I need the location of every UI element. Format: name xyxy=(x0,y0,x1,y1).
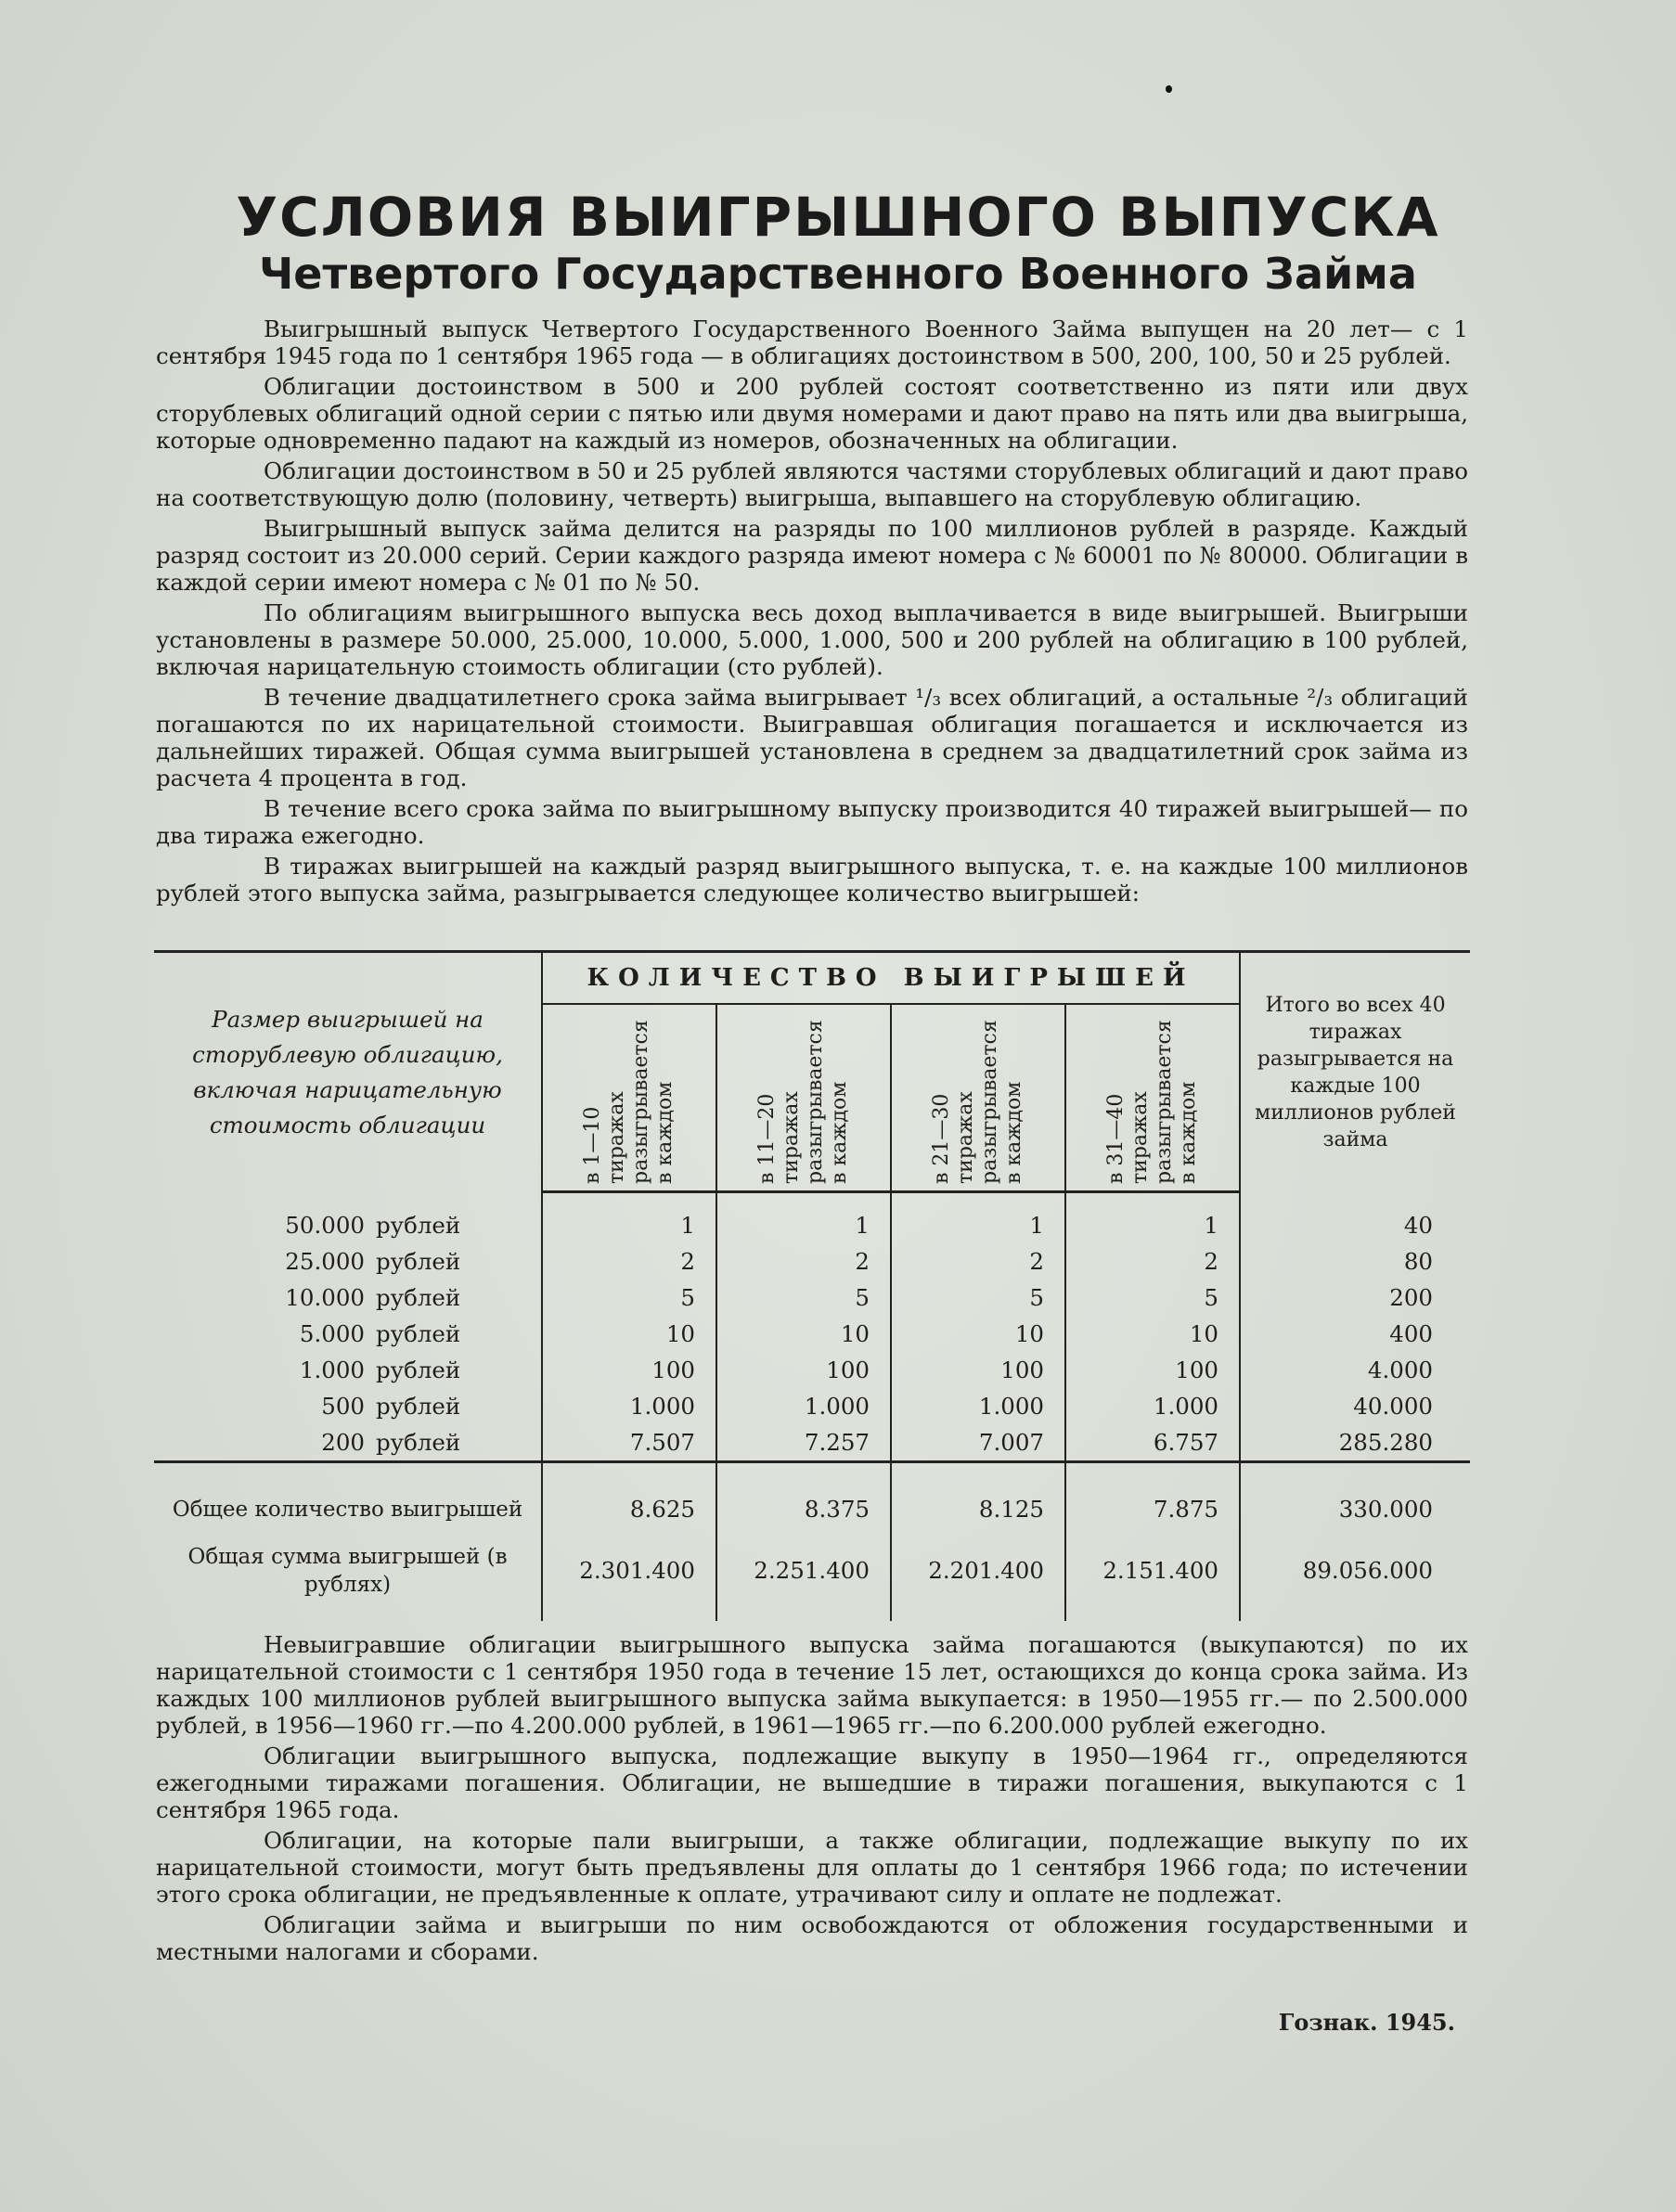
prize-count: 6.757 xyxy=(1065,1424,1240,1462)
title-line-2: Четвертого Государственного Военного Займа xyxy=(259,249,1417,299)
prize-count: 5 xyxy=(1065,1280,1240,1316)
prize-count: 5 xyxy=(542,1280,716,1316)
prize-count: 1 xyxy=(542,1192,716,1243)
prize-table xyxy=(154,950,1470,1621)
printer-imprint: Гознак. 1945. xyxy=(1278,2009,1455,2036)
summary-value: 2.301.400 xyxy=(542,1530,716,1621)
prize-count: 1 xyxy=(716,1192,891,1243)
intro-paragraph: Облигации достоинством в 500 и 200 рублей состоят соответственно из пяти или двух сторублевых облигаций одной серии с пятью или двумя номерами и дают право на пять или два выигрыша, которые одновременно падают на каждый из номеров, обозначенных на облигации. xyxy=(156,373,1468,454)
prize-total: 400 xyxy=(1240,1316,1470,1352)
intro-paragraph: В течение всего срока займа по выигрышному выпуску производится 40 тиражей выигрышей— по два тиража ежегодно. xyxy=(156,795,1468,849)
prize-count: 1 xyxy=(891,1192,1065,1243)
prize-count: 10 xyxy=(1065,1316,1240,1352)
table-row xyxy=(154,1388,1470,1424)
period-header-3: в 21—30 тиражах разыгрывается в каждом xyxy=(891,1004,1065,1192)
summary-value: 2.151.400 xyxy=(1065,1530,1240,1621)
prize-count: 2 xyxy=(542,1243,716,1280)
prize-count: 7.257 xyxy=(716,1424,891,1462)
prize-count: 1 xyxy=(1065,1192,1240,1243)
prize-total: 200 xyxy=(1240,1280,1470,1316)
prize-count: 7.507 xyxy=(542,1424,716,1462)
outro-paragraph: Облигации, на которые пали выигрыши, а также облигации, подлежащие выкупу по их нарицательной стоимости, могут быть предъявлены для оплаты до 1 сентября 1966 года; по истечении этого срока облигации, не предъявленные к оплате, утрачивают силу и оплате не подлежат. xyxy=(156,1827,1468,1908)
summary-value: 8.625 xyxy=(542,1461,716,1530)
intro-text xyxy=(156,315,1468,910)
outro-paragraph: Облигации выигрышного выпуска, подлежащие выкупу в 1950—1964 гг., определяются ежегодными тиражами погашения. Облигации, не вышедшие в тиражи погашения, выкупаются с 1 сентября 1965 года. xyxy=(156,1743,1468,1823)
intro-paragraph: В течение двадцатилетнего срока займа выигрывает ¹/₃ всех облигаций, а остальные ²/₃ облигаций погашаются по их нарицательной стоимости. Выигравшая облигация погашается и исключается из дальнейших тиражей. Общая сумма выигрышей установлена в среднем за двадцатилетний срок займа из расчета 4 процента в год. xyxy=(156,684,1468,791)
prize-count: 7.007 xyxy=(891,1424,1065,1462)
summary-label: Общая сумма выигрышей (в рублях) xyxy=(187,1544,508,1597)
intro-paragraph: Выигрышный выпуск займа делится на разряды по 100 миллионов рублей в разряде. Каждый разряд состоит из 20.000 серий. Серии каждого разряда имеют номера с № 60001 по № 80000. Облигации в каждой серии имеют номера с № 01 по № 50. xyxy=(156,515,1468,596)
summary-value: 2.201.400 xyxy=(891,1530,1065,1621)
table-row xyxy=(154,1424,1470,1462)
summary-value: 8.125 xyxy=(891,1461,1065,1530)
prize-total: 40.000 xyxy=(1240,1388,1470,1424)
prize-count: 2 xyxy=(1065,1243,1240,1280)
prize-count: 1.000 xyxy=(542,1388,716,1424)
prize-count: 100 xyxy=(716,1352,891,1388)
intro-paragraph: Облигации достоинством в 50 и 25 рублей являются частями сторублевых облигаций и дают право на соответствующую долю (половину, четверть) выигрыша, выпавшего на сторублевую облигацию. xyxy=(156,457,1468,511)
ink-speck xyxy=(1166,85,1172,93)
prize-amount: 200 рублей xyxy=(154,1424,542,1462)
prize-count: 100 xyxy=(891,1352,1065,1388)
summary-value: 2.251.400 xyxy=(716,1530,891,1621)
outro-paragraph: Невыигравшие облигации выигрышного выпуска займа погашаются (выкупаются) по их нарицательной стоимости с 1 сентября 1950 года в течение 15 лет, остающихся до конца срока займа. Из каждых 100 миллионов рублей выигрышного выпуска займа выкупается: в 1950—1955 гг.— по 2.500.000 рублей, в 1956—1960 гг.—по 4.200.000 рублей, в 1961—1965 гг.—по 6.200.000 рублей ежегодно. xyxy=(156,1631,1468,1739)
summary-value: 8.375 xyxy=(716,1461,891,1530)
prize-count: 1.000 xyxy=(891,1388,1065,1424)
prize-total: 4.000 xyxy=(1240,1352,1470,1388)
prize-count: 1.000 xyxy=(716,1388,891,1424)
summary-value: 7.875 xyxy=(1065,1461,1240,1530)
table-row xyxy=(154,1352,1470,1388)
prize-total: 80 xyxy=(1240,1243,1470,1280)
prize-count: 2 xyxy=(716,1243,891,1280)
intro-paragraph: Выигрышный выпуск Четвертого Государственного Военного Займа выпущен на 20 лет— с 1 сентября 1945 года по 1 сентября 1965 года — в облигациях достоинством в 500, 200, 100, 50 и 25 рублей. xyxy=(156,315,1468,369)
prize-count: 2 xyxy=(891,1243,1065,1280)
prize-table-body xyxy=(154,1192,1470,1462)
prize-table-wrap xyxy=(154,950,1470,1626)
summary-total: 330.000 xyxy=(1240,1461,1470,1530)
outro-text xyxy=(156,1631,1468,1969)
total-column-header: Итого во всех 40 тиражах разыгрывается на каждые 100 миллионов рублей займа xyxy=(1240,952,1470,1192)
table-row xyxy=(154,1316,1470,1352)
prize-count: 100 xyxy=(542,1352,716,1388)
outro-paragraph: Облигации займа и выигрыши по ним освобождаются от обложения государственными и местными налогами и сборами. xyxy=(156,1911,1468,1965)
prize-total: 285.280 xyxy=(1240,1424,1470,1462)
prize-count: 100 xyxy=(1065,1352,1240,1388)
summary-row xyxy=(154,1530,1470,1621)
summary-total: 89.056.000 xyxy=(1240,1530,1470,1621)
prize-amount: 5.000 рублей xyxy=(299,1319,461,1347)
table-row xyxy=(154,1280,1470,1316)
summary-label: Общее количество выигрышей xyxy=(172,1497,523,1522)
size-column-header: Размер выигрышей на сторублевую облигацию, включая нарицательную стоимость облигации xyxy=(192,1005,503,1138)
table-row xyxy=(154,1192,1470,1243)
table-row xyxy=(154,1243,1470,1280)
period-header-1: в 1—10 тиражах разыгрывается в каждом xyxy=(542,1004,716,1192)
prize-count: 1.000 xyxy=(1065,1388,1240,1424)
summary-row xyxy=(154,1461,1470,1530)
prize-count: 10 xyxy=(542,1316,716,1352)
prize-count: 10 xyxy=(891,1316,1065,1352)
title-line-1: УСЛОВИЯ ВЫИГРЫШНОГО ВЫПУСКА xyxy=(236,186,1440,249)
period-header-4: в 31—40 тиражах разыгрывается в каждом xyxy=(1065,1004,1240,1192)
prize-amount: 25.000 рублей xyxy=(285,1247,461,1275)
prize-count: 5 xyxy=(716,1280,891,1316)
summary-table-body xyxy=(154,1461,1470,1621)
prize-count: 10 xyxy=(716,1316,891,1352)
prize-amount: 1.000 рублей xyxy=(299,1356,461,1383)
intro-paragraph: В тиражах выигрышей на каждый разряд выигрышного выпуска, т. е. на каждые 100 миллионов рублей этого выпуска займа, разыгрывается следующее количество выигрышей: xyxy=(156,853,1468,907)
prize-count: 5 xyxy=(891,1280,1065,1316)
prize-amount: 500 рублей xyxy=(321,1392,461,1420)
prize-total: 40 xyxy=(1240,1192,1470,1243)
intro-paragraph: По облигациям выигрышного выпуска весь доход выплачивается в виде выигрышей. Выигрыши установлены в размере 50.000, 25.000, 10.000, 5.000, 1.000, 500 и 200 рублей на облигацию в 100 рублей, включая нарицательную стоимость облигации (сто рублей). xyxy=(156,599,1468,680)
prize-amount: 10.000 рублей xyxy=(285,1283,461,1311)
prize-amount: 50.000 рублей xyxy=(285,1211,461,1239)
quantity-header: КОЛИЧЕСТВО ВЫИГРЫШЕЙ xyxy=(542,952,1240,1005)
period-header-2: в 11—20 тиражах разыгрывается в каждом xyxy=(716,1004,891,1192)
